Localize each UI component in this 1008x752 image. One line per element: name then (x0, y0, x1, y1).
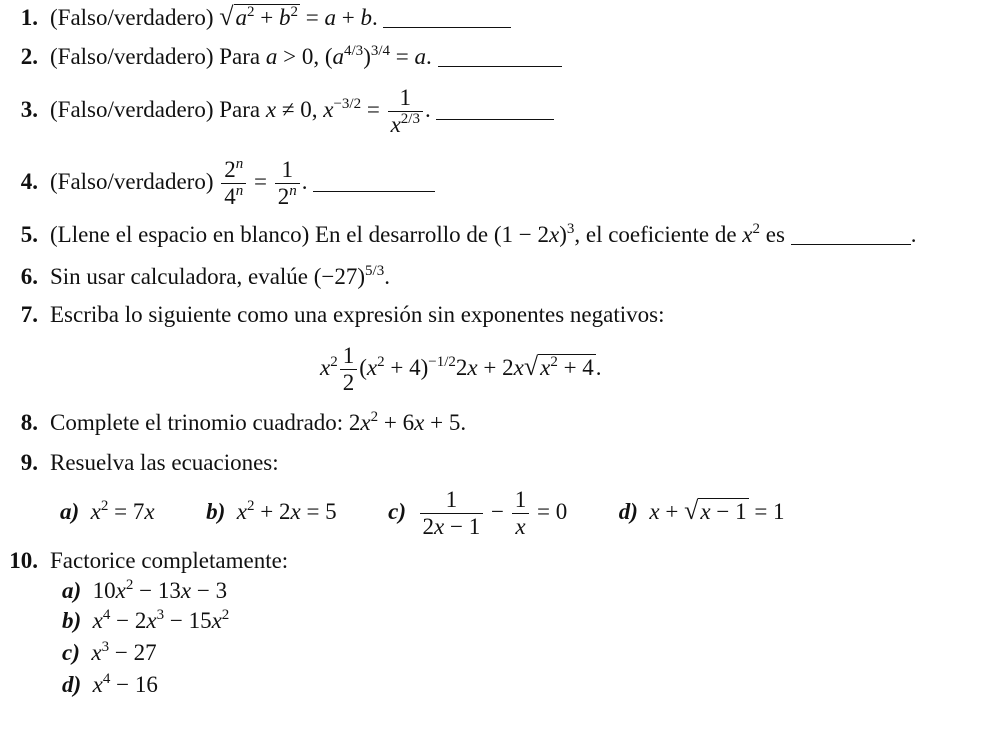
exercise-prefix: (Falso/verdadero) (50, 168, 214, 194)
exercise-4: 4. (Falso/verdadero) $\frac{2^n}{4^n}$ = $\frac{1}{2^n}$ . (8, 158, 435, 209)
fraction: $\frac{1}{2}$ (340, 344, 358, 395)
exercise-7-expression: $x^2$ $\frac{1}{2}$ $(x^2 + 4)^{-1/2}2x + 2x√x^2 + 4$. (320, 343, 602, 396)
exercise-suffix: es (765, 222, 785, 247)
answer-blank[interactable] (436, 101, 554, 120)
part-label: d) (62, 672, 82, 697)
exercise-10-part-b: b) $x^4 - 2x^3 - 15x^2$ (62, 607, 230, 633)
exercise-10 (8, 546, 288, 576)
exercise-number: 6. (20, 264, 38, 289)
fraction: $\frac{1}{x^{2/3}}$ (388, 86, 423, 137)
exercise-5: 5. (Llene el espacio en blanco) En el desarrollo de $(1 - 2x)^3$, el coeficiente de $x^2$ es . (8, 220, 916, 250)
exercise-number: 2. (20, 44, 38, 69)
answer-blank[interactable] (438, 48, 562, 67)
exercise-text: Resuelva las ecuaciones: (50, 450, 279, 475)
answer-blank[interactable] (313, 173, 435, 192)
part-label: c) (62, 640, 80, 665)
part-label: b) (62, 608, 82, 633)
exercise-9-parts: a) $x^2 = 7x$ b) $x^2 + 2x = 5$ c) $\frac{1}{2x - 1}$ − $\frac{1}{x}$ = 0 d) x + √x − 1 = 1 (60, 487, 785, 540)
exercise-number: 5. (20, 222, 38, 247)
exercise-6: 6. Sin usar calculadora, evalúe $(-27)^{5/3}$. (8, 262, 390, 292)
sqrt-expression: $√x^2 + 4$ (523, 352, 594, 381)
exercise-prefix: (Falso/verdadero) Para (50, 96, 261, 122)
exercise-prefix: (Llene el espacio en blanco) En el desarrollo de (50, 222, 489, 247)
exercise-number: 9. (20, 450, 38, 475)
part-label: d) (618, 498, 638, 524)
part-label: a) (62, 578, 82, 603)
exercise-10-part-d: d) $x^4 - 16$ (62, 671, 158, 697)
sqrt-expression: $√a^2 + b^2$ (219, 2, 299, 31)
fraction: $\frac{1}{x}$ (512, 488, 530, 539)
exercise-text: Sin usar calculadora, evalúe (50, 264, 308, 289)
exercise-8: 8. Complete el trinomio cuadrado: $2x^2 + 6x + 5$. (8, 408, 466, 438)
exercise-number: 8. (20, 410, 38, 435)
exercise-9 (8, 448, 279, 478)
exercise-number: 4. (20, 168, 38, 194)
fraction: $\frac{2^n}{4^n}$ (221, 158, 246, 209)
exercise-1: 1. (Falso/verdadero) $√a^2 + b^2 = a + b$. (8, 2, 511, 33)
exercise-7 (8, 300, 664, 330)
exercise-number: 10. (9, 548, 38, 573)
exercise-text: Complete el trinomio cuadrado: (50, 410, 344, 435)
exercise-text: Escriba lo siguiente como una expresión sin exponentes negativos: (50, 302, 665, 327)
sqrt-expression: √x − 1 (684, 495, 747, 525)
exercise-mid-text: , el coeficiente de (574, 222, 737, 247)
exercise-prefix: (Falso/verdadero) Para (50, 44, 261, 69)
answer-blank[interactable] (383, 9, 511, 28)
exercise-number: 3. (20, 96, 38, 122)
answer-blank[interactable] (791, 226, 911, 245)
exercise-10-part-c: c) $x^3 - 27$ (62, 639, 157, 665)
exercise-10-part-a: a) $10x^2 - 13x - 3$ (62, 577, 228, 603)
exercise-number: 1. (20, 5, 38, 30)
part-label: b) (206, 498, 226, 524)
exercise-prefix: (Falso/verdadero) (50, 5, 214, 30)
part-label: c) (388, 498, 407, 524)
exercise-3: 3. (Falso/verdadero) Para x ≠ 0, $x^{-3/2}$ = $\frac{1}{x^{2/3}}$ . (8, 86, 554, 137)
part-label: a) (60, 498, 80, 524)
fraction: $\frac{1}{2^n}$ (275, 158, 300, 209)
exercise-number: 7. (20, 302, 38, 327)
fraction: $\frac{1}{2x - 1}$ (420, 488, 484, 539)
exercise-text: Factorice completamente: (50, 548, 289, 573)
exercise-2: 2. (Falso/verdadero) Para a > 0, $(a^{4/3})^{3/4} = a$. (8, 42, 562, 72)
